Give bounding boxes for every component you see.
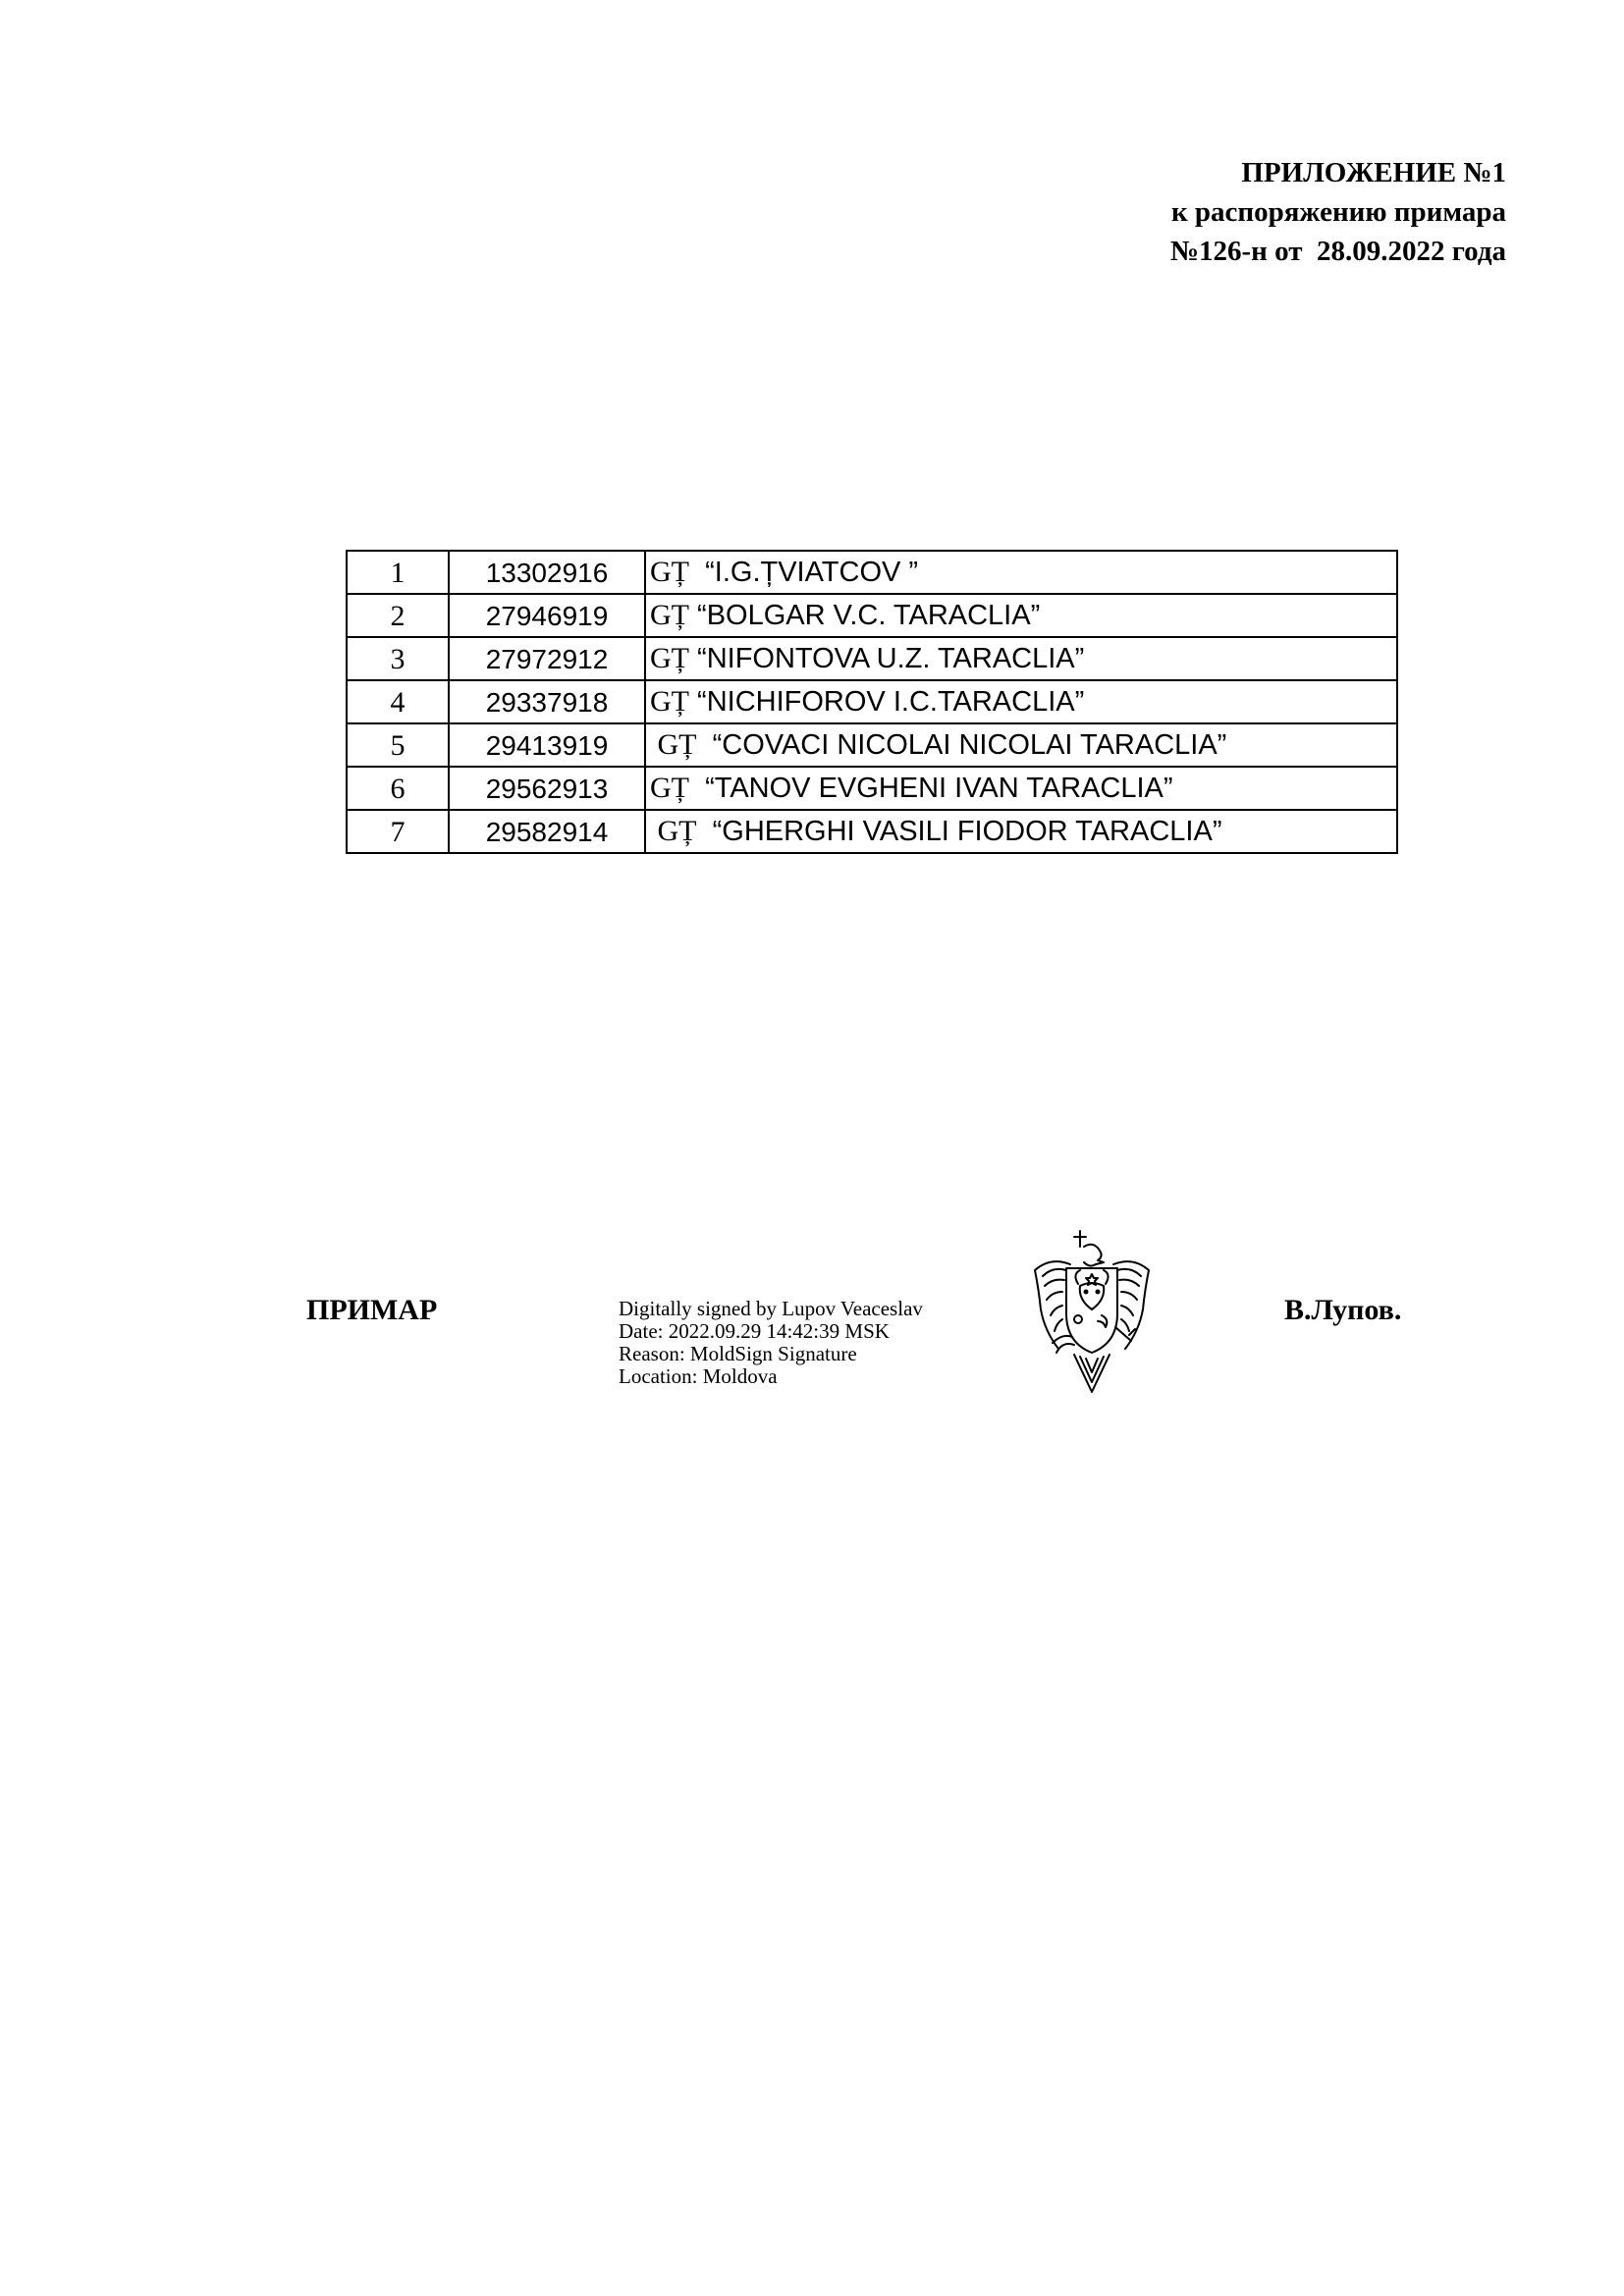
fiscal-code: 29582914 <box>449 810 645 853</box>
entity-name <box>645 810 1397 853</box>
table-row <box>347 723 1397 767</box>
entity-prefix: GȚ <box>650 685 689 718</box>
fiscal-code: 27946919 <box>449 594 645 637</box>
fiscal-code: 29562913 <box>449 767 645 810</box>
row-number: 6 <box>347 767 449 810</box>
signature-location: Location: Moldova <box>619 1364 778 1388</box>
fiscal-code: 29337918 <box>449 680 645 723</box>
entity-prefix: GȚ <box>650 815 697 847</box>
entity-name <box>645 767 1397 810</box>
entity-label: “TANOV EVGHENI IVAN TARACLIA” <box>689 773 1173 804</box>
signatory-name: В.Лупов. <box>1284 1294 1402 1326</box>
digital-signature-info <box>619 1298 923 1388</box>
table-row <box>347 594 1397 637</box>
appendix-order-number: №126-н от 28.09.2022 года <box>1169 236 1506 267</box>
row-number: 2 <box>347 594 449 637</box>
row-number: 7 <box>347 810 449 853</box>
entity-label: “NICHIFOROV I.C.TARACLIA” <box>689 686 1085 718</box>
fiscal-code: 13302916 <box>449 551 645 594</box>
entity-prefix: GȚ <box>650 772 689 804</box>
row-number: 4 <box>347 680 449 723</box>
entity-prefix: GȚ <box>650 556 689 588</box>
entity-label: “I.G.ȚVIATCOV ” <box>689 557 919 588</box>
entity-label: “NIFONTOVA U.Z. TARACLIA” <box>689 643 1085 674</box>
entity-name <box>645 551 1397 594</box>
table-row <box>347 637 1397 680</box>
signature-title: ПРИМАР <box>306 1294 438 1326</box>
appendix-reference: к распоряжению примара <box>1170 196 1506 228</box>
entity-prefix: GȚ <box>650 642 689 674</box>
table-row <box>347 767 1397 810</box>
row-number: 1 <box>347 551 449 594</box>
row-number: 5 <box>347 723 449 767</box>
row-number: 3 <box>347 637 449 680</box>
signature-signed-by: Digitally signed by Lupov Veaceslav <box>619 1297 923 1320</box>
entity-prefix: GȚ <box>650 728 697 761</box>
entity-label: “BOLGAR V.C. TARACLIA” <box>689 600 1041 631</box>
table-row <box>347 810 1397 853</box>
appendix-title: ПРИЛОЖЕНИЕ №1 <box>1241 157 1506 188</box>
fiscal-code: 29413919 <box>449 723 645 767</box>
table-row <box>347 680 1397 723</box>
entity-name <box>645 637 1397 680</box>
entity-name <box>645 723 1397 767</box>
entity-label: “COVACI NICOLAI NICOLAI TARACLIA” <box>696 729 1227 761</box>
signature-date: Date: 2022.09.29 14:42:39 MSK <box>619 1319 890 1343</box>
entity-label: “GHERGHI VASILI FIODOR TARACLIA” <box>696 816 1222 847</box>
signature-reason: Reason: MoldSign Signature <box>619 1342 857 1365</box>
table-row <box>347 551 1397 594</box>
entities-table <box>346 550 1398 854</box>
entity-name <box>645 594 1397 637</box>
entity-prefix: GȚ <box>650 599 689 631</box>
entity-name <box>645 680 1397 723</box>
moldova-coat-of-arms-icon <box>1023 1225 1161 1402</box>
fiscal-code: 27972912 <box>449 637 645 680</box>
appendix-header <box>1170 153 1506 271</box>
